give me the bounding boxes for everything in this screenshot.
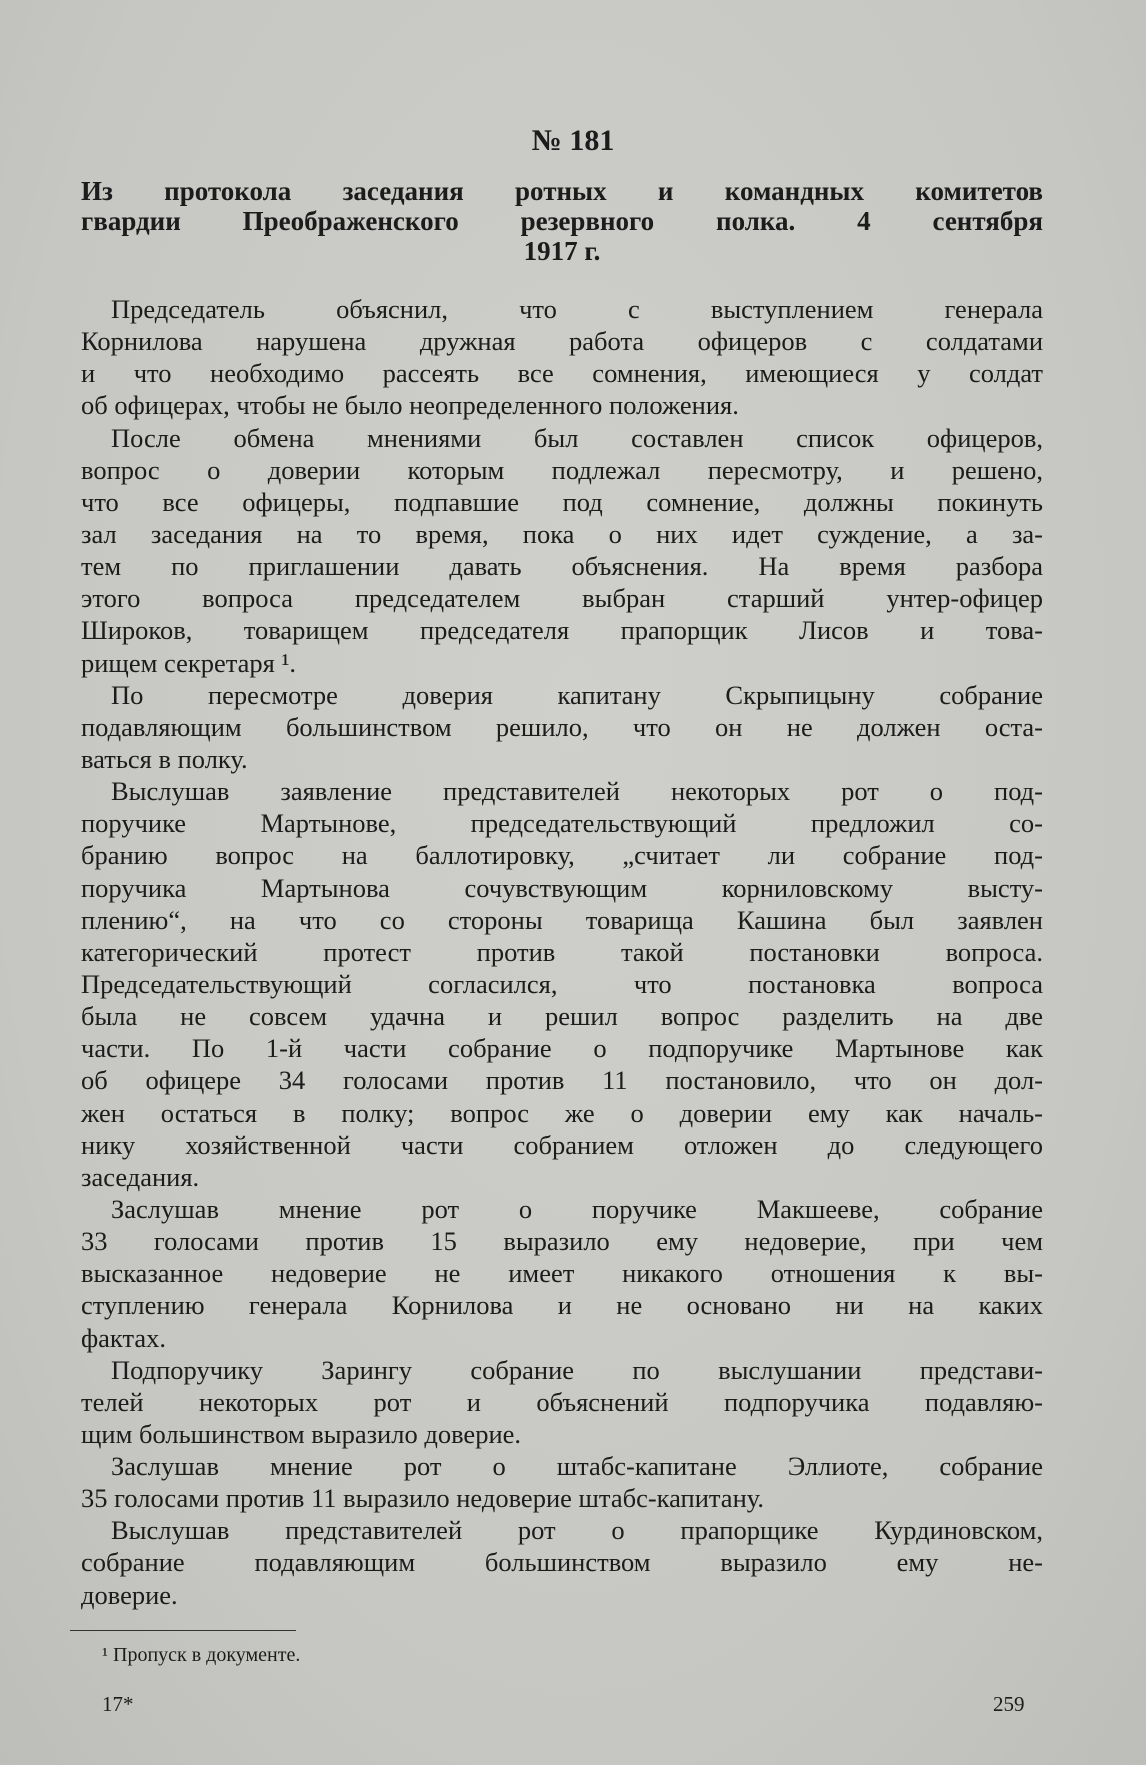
text-line: части. По 1-й части собрание о подпоручике Мартынове как bbox=[81, 1033, 1043, 1064]
paragraph bbox=[81, 679, 1043, 775]
text-line: Выслушав представителей рот о прапорщике Курдиновском, bbox=[111, 1515, 1043, 1546]
paragraph bbox=[81, 775, 1043, 1193]
text-line: этого вопроса председателем выбран старший унтер-офицер bbox=[81, 583, 1043, 614]
document-number: № 181 bbox=[531, 124, 615, 157]
paragraph bbox=[81, 1514, 1043, 1610]
text-line: тем по приглашении давать объяснения. На время разбора bbox=[81, 551, 1043, 582]
text-line: заседания. bbox=[81, 1161, 200, 1192]
text-line: поручике Мартынове, председательствующий предложил со- bbox=[81, 808, 1043, 839]
text-line: телей некоторых рот и объяснений подпоручика подавляю- bbox=[81, 1386, 1043, 1417]
text-line: ступлению генерала Корнилова и не основано ни на каких bbox=[81, 1290, 1043, 1321]
text-line: что все офицеры, подпавшие под сомнение, должны покинуть bbox=[81, 486, 1043, 517]
text-line: рищем секретаря ¹. bbox=[81, 647, 297, 678]
text-line: нику хозяйственной части собранием отложен до следующего bbox=[81, 1129, 1043, 1160]
text-line: Председатель объяснил, что с выступлением генерала bbox=[111, 294, 1043, 324]
text-line: доверие. bbox=[81, 1579, 178, 1610]
text-line: Выслушав заявление представителей некоторых рот о под- bbox=[111, 776, 1043, 807]
document-body bbox=[81, 293, 1043, 1611]
text-line: Подпоручику Зарингу собрание по выслушании представи- bbox=[111, 1354, 1043, 1385]
title-line: гвардии Преображенского резервного полка. 4 сентября bbox=[81, 206, 1043, 236]
paragraph bbox=[81, 1450, 1043, 1514]
text-line: фактах. bbox=[81, 1322, 166, 1353]
text-line: об офицере 34 голосами против 11 постановило, что он дол- bbox=[81, 1065, 1043, 1096]
text-line: После обмена мнениями был составлен список офицеров, bbox=[111, 422, 1043, 453]
text-line: подавляющим большинством решило, что он не должен оста- bbox=[81, 711, 1043, 742]
text-line: бранию вопрос на баллотировку, „считает ли собрание под- bbox=[81, 840, 1043, 871]
document-title bbox=[81, 176, 1043, 266]
text-line: зал заседания на то время, пока о них идет суждение, а за- bbox=[81, 518, 1043, 549]
signature-mark: 17* bbox=[102, 1692, 134, 1716]
text-line: вопрос о доверии которым подлежал пересмотру, и решено, bbox=[81, 454, 1043, 485]
text-line: По пересмотре доверия капитану Скрыпицыну собрание bbox=[111, 679, 1043, 710]
footnote-divider bbox=[70, 1630, 296, 1631]
text-line: Заслушав мнение рот о штабс-капитане Эллиоте, собрание bbox=[111, 1451, 1043, 1482]
footnote: ¹ Пропуск в документе. bbox=[102, 1644, 301, 1666]
text-line: категорический протест против такой постановки вопроса. bbox=[81, 936, 1043, 967]
text-line: плению“, на что со стороны товарища Кашина был заявлен bbox=[81, 904, 1043, 935]
text-line: была не совсем удачна и решил вопрос разделить на две bbox=[81, 1001, 1043, 1032]
text-line: и что необходимо рассеять все сомнения, имеющиеся у солдат bbox=[81, 358, 1043, 389]
text-line: жен остаться в полку; вопрос же о доверии ему как началь- bbox=[81, 1097, 1043, 1128]
paragraph bbox=[81, 1354, 1043, 1450]
text-line: 35 голосами против 11 выразило недоверие штабс-капитану. bbox=[81, 1483, 764, 1514]
title-line: Из протокола заседания ротных и командных комитетов bbox=[81, 176, 1043, 206]
text-line: об офицерах, чтобы не было неопределенного положения. bbox=[81, 390, 739, 421]
title-line: 1917 г. bbox=[523, 236, 601, 266]
text-line: 33 голосами против 15 выразило ему недоверие, при чем bbox=[81, 1226, 1043, 1257]
page-number: 259 bbox=[993, 1692, 1025, 1716]
text-line: Корнилова нарушена дружная работа офицеров с солдатами bbox=[81, 326, 1043, 357]
text-line: собрание подавляющим большинством выразило ему не- bbox=[81, 1547, 1043, 1578]
text-line: поручика Мартынова сочувствующим корниловскому высту- bbox=[81, 872, 1043, 903]
text-line: щим большинством выразило доверие. bbox=[81, 1418, 522, 1449]
text-line: высказанное недоверие не имеет никакого отношения к вы- bbox=[81, 1258, 1043, 1289]
paragraph bbox=[81, 293, 1043, 422]
text-line: Председательствующий согласился, что постановка вопроса bbox=[81, 968, 1043, 999]
text-line: ваться в полку. bbox=[81, 743, 248, 774]
text-line: Широков, товарищем председателя прапорщик Лисов и това- bbox=[81, 615, 1043, 646]
paragraph bbox=[81, 1193, 1043, 1354]
paragraph bbox=[81, 422, 1043, 679]
text-line: Заслушав мнение рот о поручике Макшееве, собрание bbox=[111, 1193, 1043, 1224]
